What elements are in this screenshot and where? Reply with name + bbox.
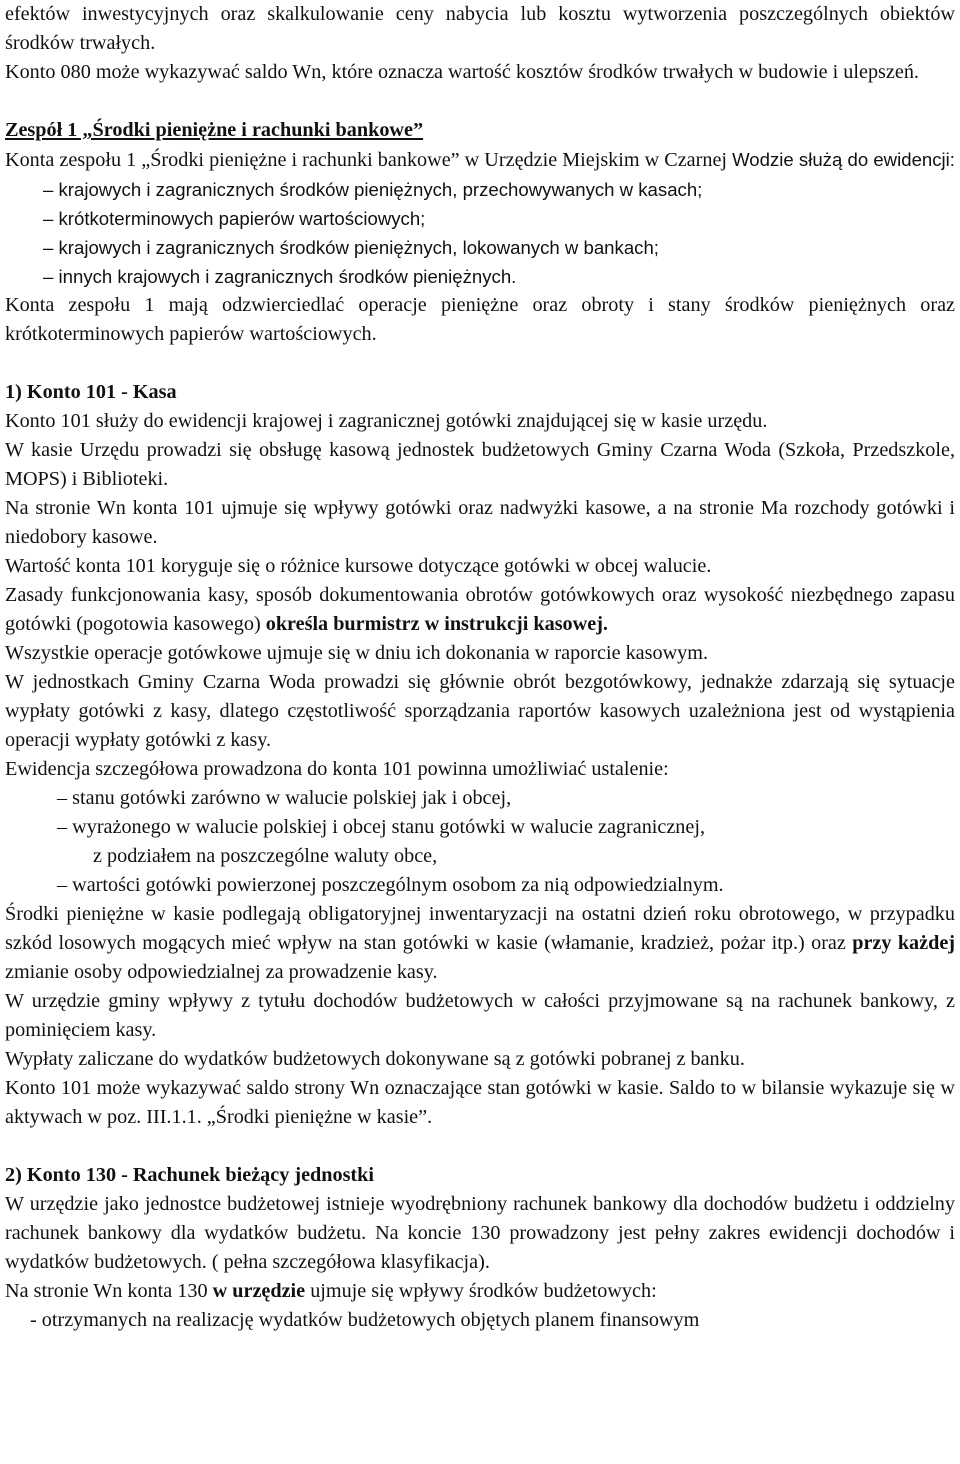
bold-text: przy każdej bbox=[852, 932, 956, 954]
paragraph: W urzędzie jako jednostce budżetowej istnieje wyodrębniony rachunek bankowy dla dochodów budżetu i oddzielny rachunek bankowy dla wydatków budżetu. Na koncie 130 prowadzony jest pełny zakres ewidencji dochodów i wydatków budżetowych. ( pełna szczegółowa klasyfikacja). bbox=[5, 1193, 955, 1273]
paragraph-text: Zasady funkcjonowania kasy, sposób dokumentowania obrotów gotówkowych oraz wysokość niezbędnego zapasu gotówki (pogotowia kasowego) bbox=[5, 584, 955, 635]
section-description-text: Konta zespołu 1 „Środki pieniężne i rachunki bankowe” w Urzędzie Miejskim w Czarnej bbox=[5, 149, 728, 171]
list-item: - otrzymanych na realizację wydatków budżetowych objętych planem finansowym bbox=[30, 1309, 700, 1331]
paragraph: Konto 101 służy do ewidencji krajowej i zagranicznej gotówki znajdującej się w kasie urzędu. bbox=[5, 410, 768, 432]
spacer bbox=[5, 87, 955, 116]
paragraph: W kasie Urzędu prowadzi się obsługę kasową jednostek budżetowych Gminy Czarna Woda (Szkoła, Przedszkole, MOPS) i Biblioteki. bbox=[5, 439, 955, 490]
paragraph: Ewidencja szczegółowa prowadzona do konta 101 powinna umożliwiać ustalenie: bbox=[5, 758, 669, 780]
paragraph bbox=[5, 581, 955, 639]
section-summary: Konta zespołu 1 mają odzwierciedlać operacje pieniężne oraz obroty i stany środków pieniężnych oraz krótkoterminowych papierów wartościowych. bbox=[5, 294, 955, 345]
list-item: – innych krajowych i zagranicznych środków pieniężnych. bbox=[43, 266, 517, 287]
list-item: – krajowych i zagranicznych środków pieniężnych, lokowanych w bankach; bbox=[43, 237, 659, 258]
section-title: Zespół 1 „Środki pieniężne i rachunki bankowe” bbox=[5, 119, 424, 141]
paragraph: Wartość konta 101 koryguje się o różnice kursowe dotyczące gotówki w obcej walucie. bbox=[5, 555, 712, 577]
list-item: – stanu gotówki zarówno w walucie polskiej jak i obcej, bbox=[57, 787, 512, 809]
list-item: – wartości gotówki powierzonej poszczególnym osobom za nią odpowiedzialnym. bbox=[57, 874, 724, 896]
spacer bbox=[5, 1132, 955, 1161]
konto-130-heading: 2) Konto 130 - Rachunek bieżący jednostki bbox=[5, 1164, 374, 1186]
paragraph: Na stronie Wn konta 101 ujmuje się wpływy gotówki oraz nadwyżki kasowe, a na stronie Ma rozchody gotówki i niedobory kasowe. bbox=[5, 497, 955, 548]
section-description-cont: Wodzie służą do ewidencji: bbox=[732, 149, 955, 170]
list-item: – wyrażonego w walucie polskiej i obcej stanu gotówki w walucie zagranicznej, bbox=[57, 816, 706, 838]
paragraph bbox=[5, 900, 955, 987]
paragraph: Konto 101 może wykazywać saldo strony Wn oznaczające stan gotówki w kasie. Saldo to w bilansie wykazuje się w aktywach w poz. III.1.1. „Środki pieniężne w kasie”. bbox=[5, 1077, 955, 1128]
list-item: – krótkoterminowych papierów wartościowych; bbox=[43, 208, 426, 229]
paragraph: Wszystkie operacje gotówkowe ujmuje się w dniu ich dokonania w raporcie kasowym. bbox=[5, 642, 709, 664]
list-item-continuation: z podziałem na poszczególne waluty obce, bbox=[93, 845, 438, 867]
intro-paragraph-1: efektów inwestycyjnych oraz skalkulowanie ceny nabycia lub kosztu wytworzenia poszczególnych obiektów środków trwałych. bbox=[5, 3, 955, 54]
konto-101-heading: 1) Konto 101 - Kasa bbox=[5, 381, 177, 403]
bold-text: w urzędzie bbox=[212, 1280, 306, 1302]
paragraph-text: zmianie osoby odpowiedzialnej za prowadzenie kasy. bbox=[5, 961, 438, 983]
list-item: – krajowych i zagranicznych środków pieniężnych, przechowywanych w kasach; bbox=[43, 179, 703, 200]
bold-text: określa burmistrz w instrukcji kasowej. bbox=[265, 613, 608, 635]
paragraph-text: ujmuje się wpływy środków budżetowych: bbox=[310, 1280, 657, 1302]
intro-paragraph-2: Konto 080 może wykazywać saldo Wn, które oznacza wartość kosztów środków trwałych w budowie i ulepszeń. bbox=[5, 61, 919, 83]
paragraph: W jednostkach Gminy Czarna Woda prowadzi się głównie obrót bezgotówkowy, jednakże zdarzają się sytuacje wypłaty gotówki z kasy, dlatego częstotliwość sporządzania raportów kasowych uzależniona jest od wystąpienia operacji wypłaty gotówki z kasy. bbox=[5, 671, 955, 751]
paragraph: Wypłaty zaliczane do wydatków budżetowych dokonywane są z gotówki pobranej z banku. bbox=[5, 1048, 745, 1070]
paragraph: W urzędzie gminy wpływy z tytułu dochodów budżetowych w całości przyjmowane są na rachunek bankowy, z pominięciem kasy. bbox=[5, 990, 955, 1041]
section-description bbox=[5, 145, 955, 175]
paragraph bbox=[5, 1277, 955, 1306]
paragraph-text: Środki pieniężne w kasie podlegają obligatoryjnej inwentaryzacji na ostatni dzień roku obrotowego, w przypadku szkód losowych mogących mieć wpływ na stan gotówki w kasie (włamanie, kradzież, pożar itp.) oraz bbox=[5, 903, 955, 954]
paragraph-text: Na stronie Wn konta 130 bbox=[5, 1280, 208, 1302]
spacer bbox=[5, 349, 955, 378]
